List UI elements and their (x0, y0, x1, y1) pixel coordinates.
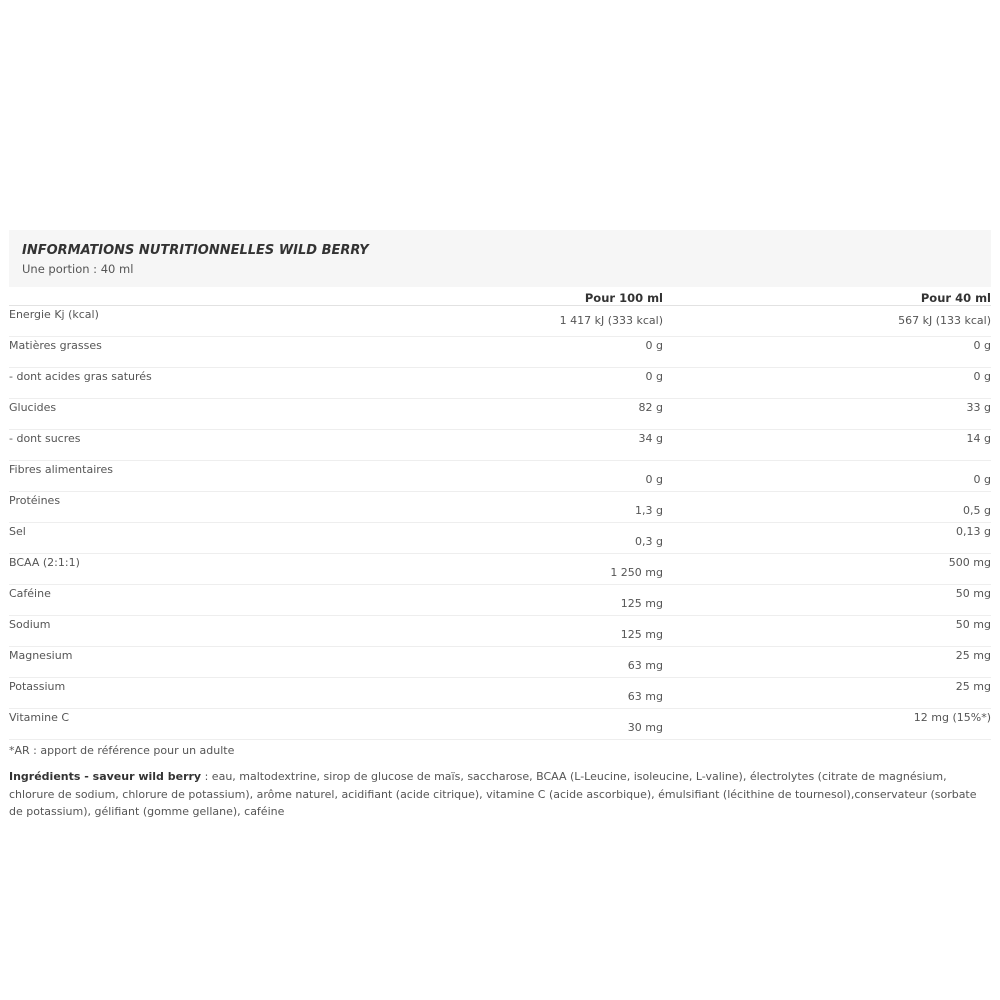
column-header-per-40ml: Pour 40 ml (663, 287, 991, 306)
value-per-40ml: 50 mg (663, 585, 991, 616)
nutrient-name: Caféine (9, 585, 439, 616)
value-per-40ml: 500 mg (663, 554, 991, 585)
table-header-row (9, 287, 991, 306)
table-row (9, 306, 991, 337)
nutrient-name: Matières grasses (9, 337, 439, 368)
value-per-100ml: 63 mg (439, 647, 663, 678)
value-per-100ml: 0 g (439, 461, 663, 492)
nutrient-name: Sodium (9, 616, 439, 647)
nutrient-name: Fibres alimentaires (9, 461, 439, 492)
table-row (9, 430, 991, 461)
portion-size: Une portion : 40 ml (22, 262, 134, 276)
value-per-40ml: 0 g (663, 368, 991, 399)
value-per-100ml: 0,3 g (439, 523, 663, 554)
value-per-40ml: 14 g (663, 430, 991, 461)
value-per-40ml: 33 g (663, 399, 991, 430)
nutrient-name: Protéines (9, 492, 439, 523)
value-per-40ml: 25 mg (663, 678, 991, 709)
nutrient-name: Potassium (9, 678, 439, 709)
nutrient-name: Glucides (9, 399, 439, 430)
nutrient-name: Vitamine C (9, 709, 439, 740)
value-per-100ml: 125 mg (439, 616, 663, 647)
value-per-100ml: 34 g (439, 430, 663, 461)
table-row (9, 647, 991, 678)
value-per-40ml: 567 kJ (133 kcal) (663, 306, 991, 337)
value-per-40ml: 0,13 g (663, 523, 991, 554)
value-per-100ml: 63 mg (439, 678, 663, 709)
nutrient-name: Magnesium (9, 647, 439, 678)
nutrition-table (9, 287, 991, 740)
table-row (9, 678, 991, 709)
nutrient-name: Energie Kj (kcal) (9, 306, 439, 337)
value-per-40ml: 0 g (663, 461, 991, 492)
value-per-100ml: 1 417 kJ (333 kcal) (439, 306, 663, 337)
nutrient-name: BCAA (2:1:1) (9, 554, 439, 585)
value-per-40ml: 0 g (663, 337, 991, 368)
value-per-100ml: 82 g (439, 399, 663, 430)
value-per-40ml: 12 mg (15%*) (663, 709, 991, 740)
table-row (9, 616, 991, 647)
table-row (9, 461, 991, 492)
value-per-100ml: 30 mg (439, 709, 663, 740)
nutrition-title: INFORMATIONS NUTRITIONNELLES WILD BERRY (22, 243, 369, 258)
reference-footnote: *AR : apport de référence pour un adulte (9, 744, 235, 757)
value-per-100ml: 1,3 g (439, 492, 663, 523)
nutrient-name: - dont acides gras saturés (9, 368, 439, 399)
ingredients-text: : eau, maltodextrine, sirop de glucose de maïs, saccharose, BCAA (L-Leucine, isoleucine, L-valine), électrolytes (citrate de magnésium, chlorure de sodium, chlorure de potassium), arôme naturel, acidifiant (acide citrique), vitamine C (acide ascorbique), émulsifiant (lécithine de tournesol),conservateur (sorbate de potassium), gélifiant (gomme gellane), caféine (9, 770, 977, 818)
value-per-40ml: 25 mg (663, 647, 991, 678)
table-row (9, 337, 991, 368)
table-row (9, 492, 991, 523)
table-row (9, 585, 991, 616)
nutrition-panel (9, 230, 991, 821)
nutrient-name: Sel (9, 523, 439, 554)
table-row (9, 554, 991, 585)
nutrient-name: - dont sucres (9, 430, 439, 461)
ingredients-paragraph (9, 768, 984, 821)
value-per-100ml: 125 mg (439, 585, 663, 616)
value-per-100ml: 0 g (439, 368, 663, 399)
table-row (9, 399, 991, 430)
nutrition-header (9, 230, 991, 287)
column-header-nutrient (9, 287, 439, 306)
value-per-100ml: 1 250 mg (439, 554, 663, 585)
column-header-per-100ml: Pour 100 ml (439, 287, 663, 306)
value-per-40ml: 50 mg (663, 616, 991, 647)
table-row (9, 523, 991, 554)
value-per-100ml: 0 g (439, 337, 663, 368)
ingredients-label: Ingrédients - saveur wild berry (9, 770, 202, 783)
table-row (9, 368, 991, 399)
table-row (9, 709, 991, 740)
value-per-40ml: 0,5 g (663, 492, 991, 523)
